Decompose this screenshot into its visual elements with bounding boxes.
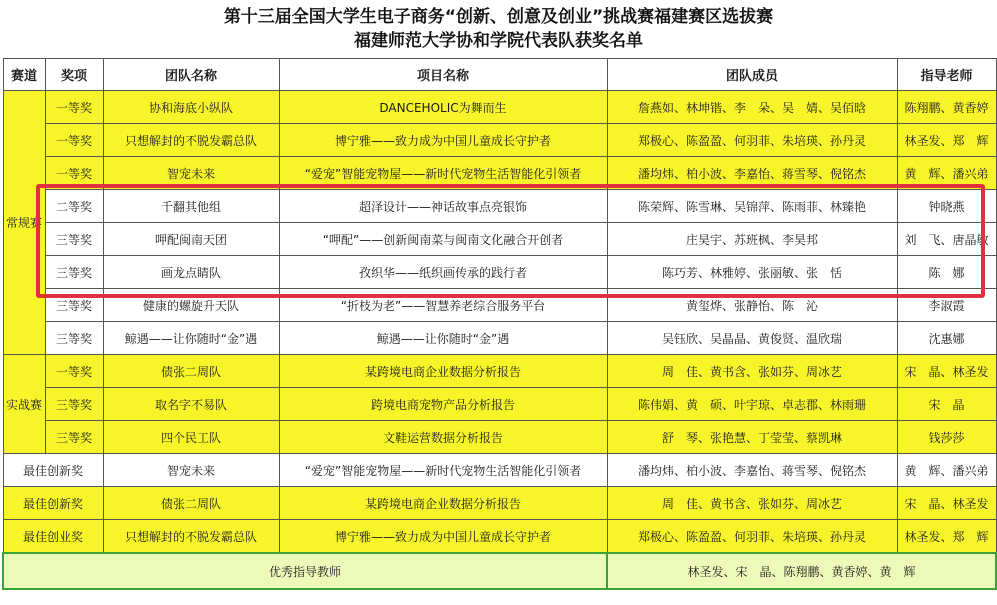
project-cell: “爱宠”智能宠物屋——新时代宠物生活智能化引领者: [279, 454, 607, 487]
award-cell: 三等奖: [45, 388, 103, 421]
advisor-cell: 陈 娜: [897, 256, 996, 289]
advisor-cell: 钱莎莎: [897, 421, 996, 454]
team-cell: 画龙点睛队: [103, 256, 279, 289]
project-cell: DANCEHOLIC为舞而生: [279, 91, 607, 124]
members-cell: 陈荣辉、陈雪琳、吴锦萍、陈雨菲、林臻艳: [607, 190, 897, 223]
members-cell: 吴钰欣、吴晶晶、黄俊贤、温欣瑞: [607, 322, 897, 355]
members-cell: 潘均炜、柏小波、李嘉怡、蒋雪琴、倪铭杰: [607, 454, 897, 487]
award-cell: 一等奖: [45, 157, 103, 190]
advisor-cell: 林圣发、郑 辉: [897, 520, 996, 554]
table-row: [3, 487, 996, 520]
table-row: [3, 157, 996, 190]
members-cell: 潘均炜、柏小波、李嘉怡、蒋雪琴、倪铭杰: [607, 157, 897, 190]
award-cell: 三等奖: [45, 322, 103, 355]
table-row: [3, 322, 996, 355]
project-cell: 鲸遇——让你随时“金”遇: [279, 322, 607, 355]
award-cell: 三等奖: [45, 289, 103, 322]
advisor-cell: 宋 晶、林圣发: [897, 355, 996, 388]
members-cell: 詹燕如、林坤锴、李 朵、吴 婧、吴佰晗: [607, 91, 897, 124]
members-cell: 郑极心、陈盈盈、何羽菲、朱培瑛、孙丹灵: [607, 520, 897, 554]
team-cell: 只想解封的不脱发霸总队: [103, 520, 279, 554]
award-cell: 二等奖: [45, 190, 103, 223]
members-cell: 周 佳、黄书含、张如芬、周冰艺: [607, 487, 897, 520]
table-row: [3, 454, 996, 487]
awards-table: [2, 58, 997, 590]
team-cell: 健康的螺旋升天队: [103, 289, 279, 322]
award-cell: 一等奖: [45, 355, 103, 388]
col-header-team: 团队名称: [103, 59, 279, 91]
project-cell: “折枝为老”——智慧养老综合服务平台: [279, 289, 607, 322]
page-subtitle: 福建师范大学协和学院代表队获奖名单: [354, 31, 643, 51]
award-cell: 三等奖: [45, 421, 103, 454]
col-header-project: 项目名称: [279, 59, 607, 91]
project-cell: 跨境电商宠物产品分析报告: [279, 388, 607, 421]
col-header-advisor: 指导老师: [897, 59, 996, 91]
table-row: [3, 91, 996, 124]
team-cell: 协和海底小纵队: [103, 91, 279, 124]
advisor-cell: 林圣发、郑 辉: [897, 124, 996, 157]
table-row: [3, 289, 996, 322]
advisor-cell: 黄 辉、潘兴弟: [897, 157, 996, 190]
advisor-cell: 宋 晶、林圣发: [897, 487, 996, 520]
special-award-best-creativity: 最佳创新奖: [3, 487, 103, 520]
project-cell: “呷配”——创新闽南菜与闽南文化融合开创者: [279, 223, 607, 256]
team-cell: 债张二周队: [103, 487, 279, 520]
project-cell: 文鞋运营数据分析报告: [279, 421, 607, 454]
col-header-track: 赛道: [3, 59, 45, 91]
table-row: [3, 223, 996, 256]
excellent-advisor-row: [3, 553, 996, 589]
project-cell: 某跨境电商企业数据分析报告: [279, 487, 607, 520]
members-cell: 舒 琴、张艳慧、丁莹莹、蔡凯琳: [607, 421, 897, 454]
special-award-best-innovation: 最佳创新奖: [3, 454, 103, 487]
team-cell: 智宠未来: [103, 157, 279, 190]
members-cell: 陈巧芳、林雅婷、张丽敏、张 恬: [607, 256, 897, 289]
project-cell: 超泽设计——神话故事点亮银饰: [279, 190, 607, 223]
col-header-award: 奖项: [45, 59, 103, 91]
table-row: [3, 124, 996, 157]
project-cell: 某跨境电商企业数据分析报告: [279, 355, 607, 388]
table-row: [3, 256, 996, 289]
team-cell: 千翻其他组: [103, 190, 279, 223]
project-cell: “爱宠”智能宠物屋——新时代宠物生活智能化引领者: [279, 157, 607, 190]
team-cell: 呷配闽南天团: [103, 223, 279, 256]
advisor-cell: 陈翔鹏、黄香婷: [897, 91, 996, 124]
col-header-members: 团队成员: [607, 59, 897, 91]
advisor-cell: 刘 飞、唐晶敏: [897, 223, 996, 256]
advisor-cell: 宋 晶: [897, 388, 996, 421]
project-cell: 博宁雅——致力成为中国儿童成长守护者: [279, 124, 607, 157]
header-row: [3, 59, 996, 91]
project-cell: 博宁雅——致力成为中国儿童成长守护者: [279, 520, 607, 554]
project-cell: 孜织华——纸织画传承的践行者: [279, 256, 607, 289]
table-row: [3, 190, 996, 223]
team-cell: 只想解封的不脱发霸总队: [103, 124, 279, 157]
award-cell: 一等奖: [45, 91, 103, 124]
members-cell: 周 佳、黄书含、张如芬、周冰艺: [607, 355, 897, 388]
team-cell: 鲸遇——让你随时“金”遇: [103, 322, 279, 355]
award-cell: 三等奖: [45, 223, 103, 256]
page-title: 第十三届全国大学生电子商务“创新、创意及创业”挑战赛福建赛区选拔赛: [223, 7, 774, 27]
table-row: [3, 421, 996, 454]
advisor-cell: 李淑霞: [897, 289, 996, 322]
table-row: [3, 355, 996, 388]
table-row: [3, 388, 996, 421]
members-cell: 黄玺烨、张静怡、陈 沁: [607, 289, 897, 322]
track-practical: 实战赛: [3, 355, 45, 454]
excellent-advisor-label: 优秀指导教师: [3, 553, 607, 589]
members-cell: 郑极心、陈盈盈、何羽菲、朱培瑛、孙丹灵: [607, 124, 897, 157]
track-regular: 常规赛: [3, 91, 45, 355]
table-row: [3, 520, 996, 554]
team-cell: 取名字不易队: [103, 388, 279, 421]
special-award-best-entrepreneurship: 最佳创业奖: [3, 520, 103, 554]
members-cell: 庄昊宇、苏班枫、李昊邦: [607, 223, 897, 256]
award-cell: 一等奖: [45, 124, 103, 157]
advisor-cell: 黄 辉、潘兴弟: [897, 454, 996, 487]
excellent-advisor-names: 林圣发、宋 晶、陈翔鹏、黄香婷、黄 辉: [607, 553, 996, 589]
advisor-cell: 沈惠娜: [897, 322, 996, 355]
team-cell: 四个民工队: [103, 421, 279, 454]
members-cell: 陈伟娟、黄 硕、叶宇琼、卓志郡、林雨珊: [607, 388, 897, 421]
award-cell: 三等奖: [45, 256, 103, 289]
team-cell: 智宠未来: [103, 454, 279, 487]
team-cell: 债张二周队: [103, 355, 279, 388]
advisor-cell: 钟晓燕: [897, 190, 996, 223]
